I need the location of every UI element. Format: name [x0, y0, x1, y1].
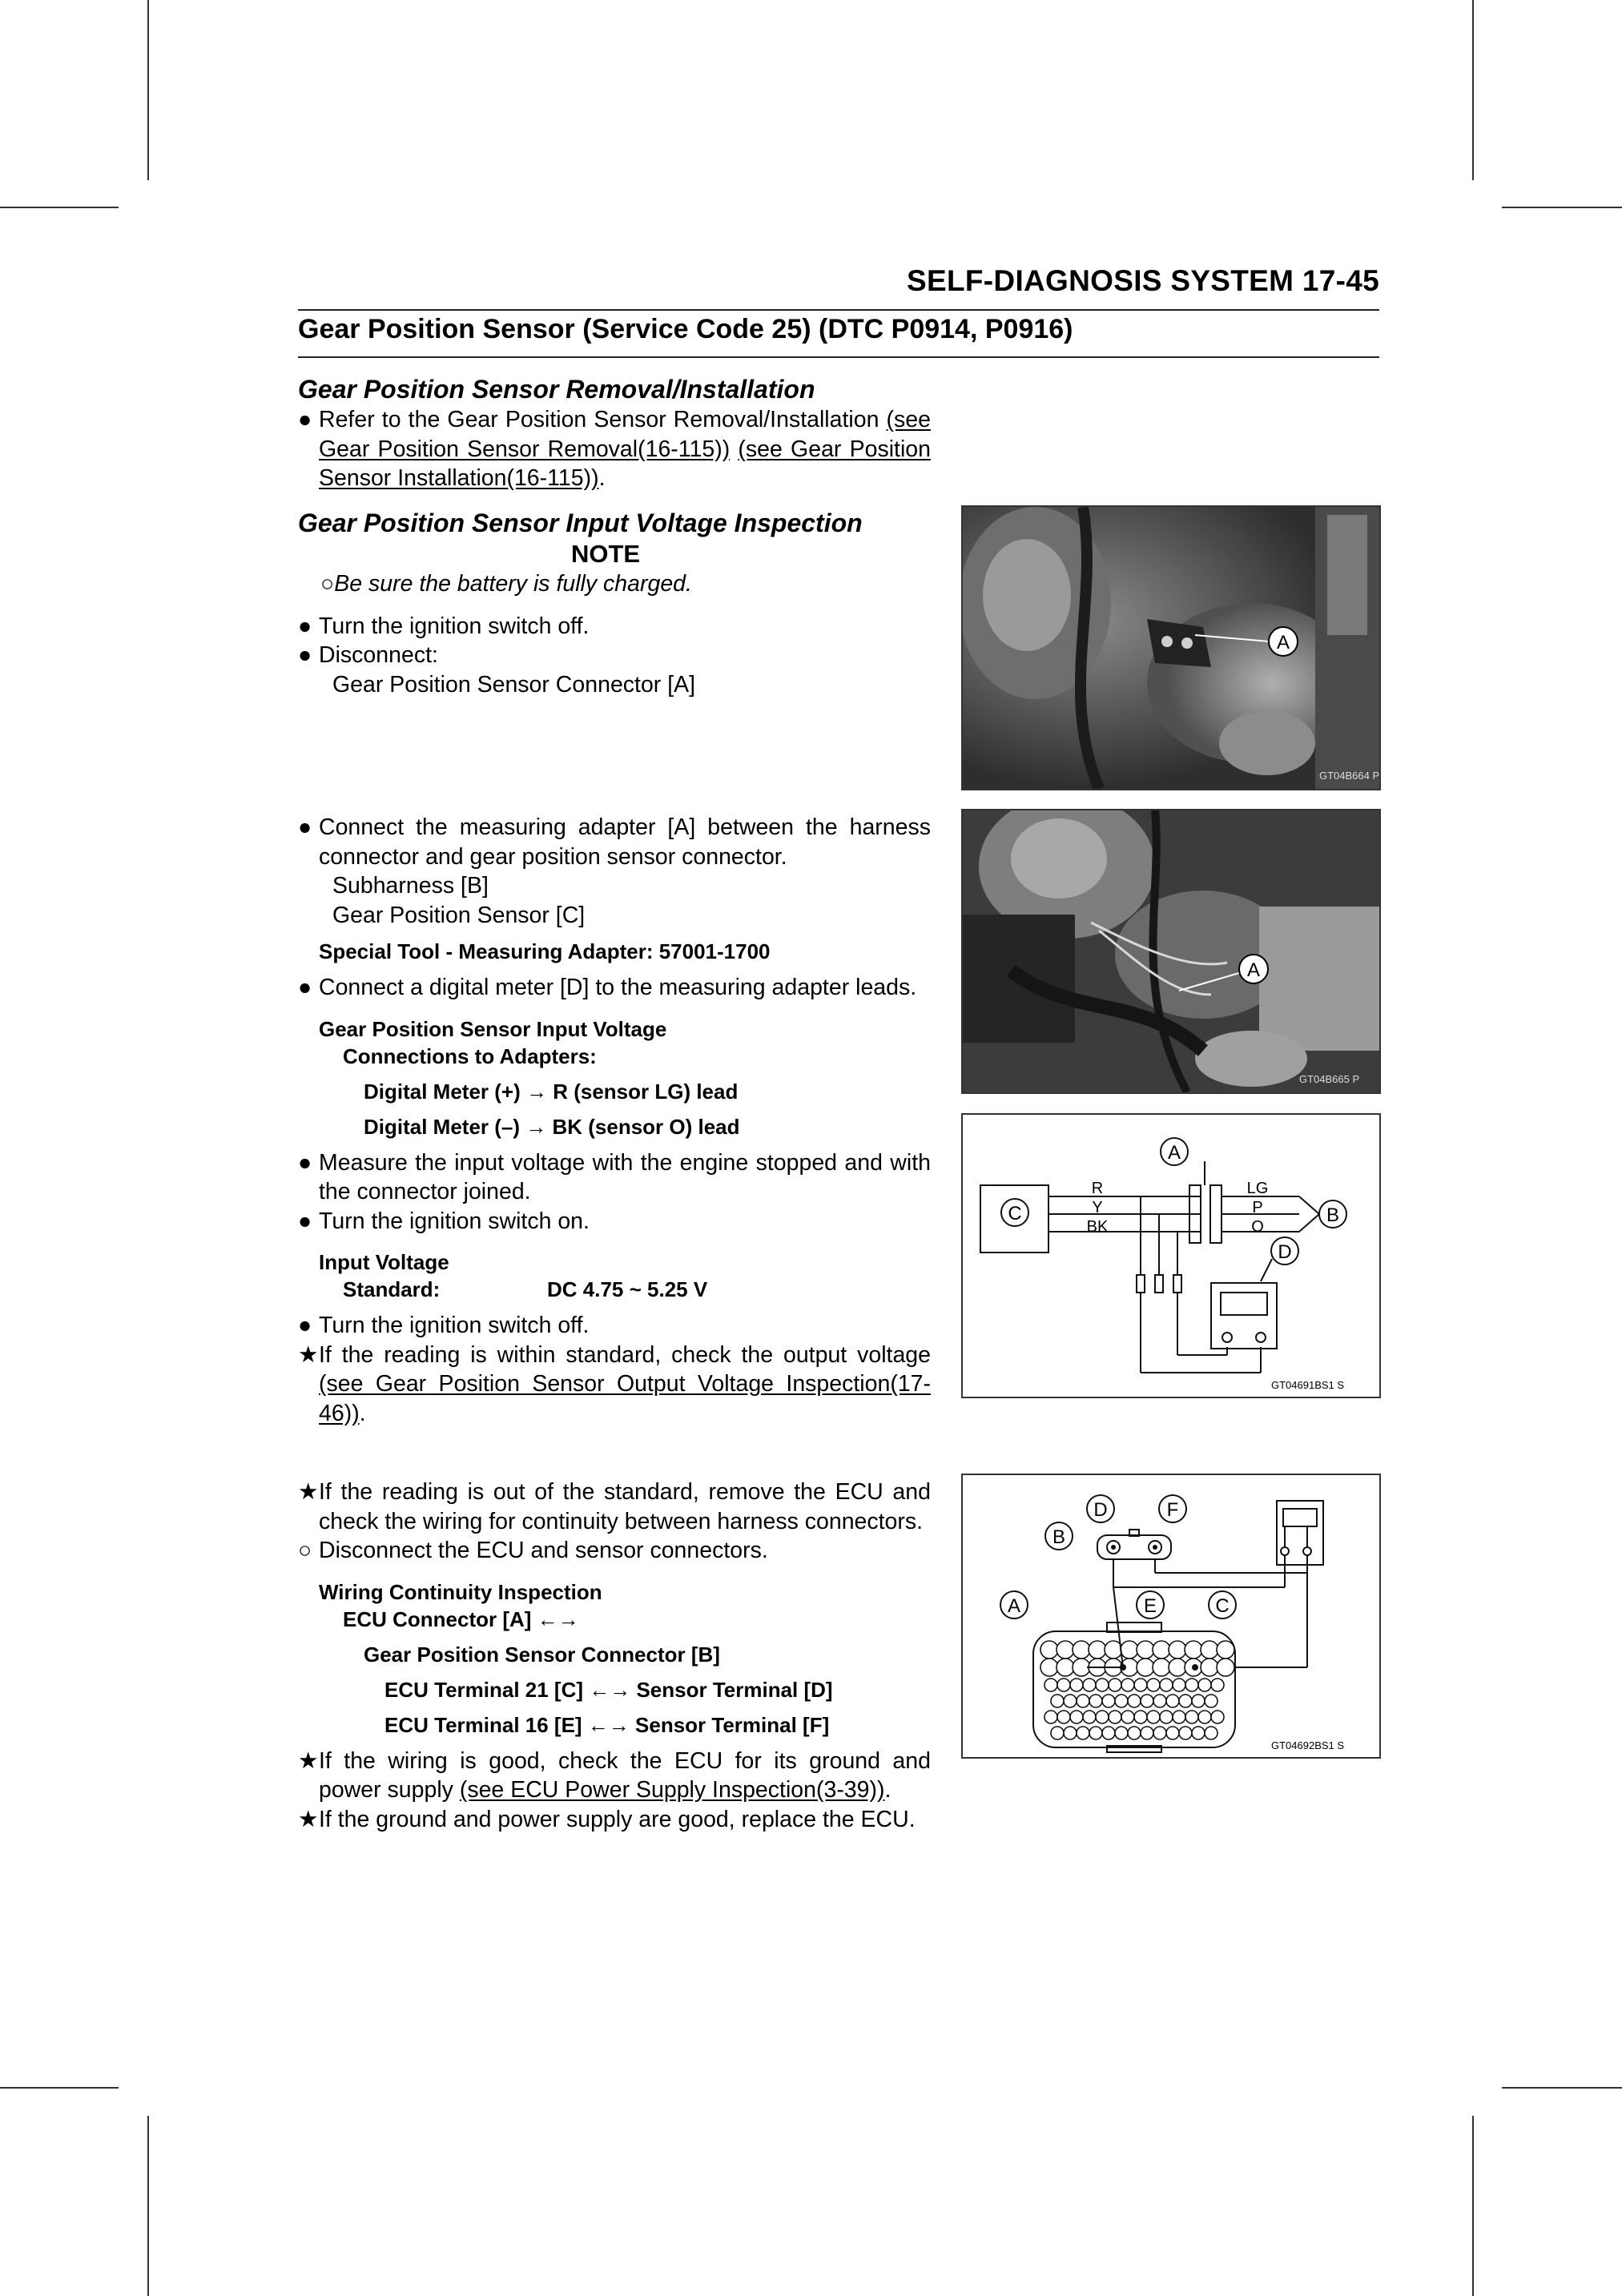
note-title: NOTE — [570, 540, 641, 568]
ecu-pin — [1070, 1711, 1083, 1723]
ecu-pin — [1169, 1641, 1186, 1659]
ecu-pin — [1089, 1695, 1102, 1707]
conn-plus: Digital Meter (+) → R (sensor LG) lead — [364, 1079, 739, 1104]
step-text: If the reading is within standard, check the output voltage — [319, 1341, 931, 1368]
ecu-pin — [1141, 1695, 1153, 1707]
ecu-pin — [1160, 1711, 1173, 1723]
ecu-pin — [1147, 1679, 1160, 1691]
diagram2-label-e: E — [1143, 1595, 1157, 1617]
crop-mark — [0, 207, 119, 208]
diagram1-label-d: D — [1278, 1241, 1292, 1263]
ecu-pin — [1044, 1679, 1057, 1691]
ecu-pin — [1153, 1659, 1170, 1676]
diagram2-label-c: C — [1215, 1595, 1230, 1617]
removal-step — [298, 405, 931, 493]
ecu-connector: ECU Connector [A] ←→ — [343, 1606, 579, 1631]
link-ecu-power-supply[interactable]: (see ECU Power Supply Inspection(3-39)) — [459, 1777, 885, 1803]
step-connect-adapter — [298, 813, 931, 871]
ecu-pin — [1044, 1711, 1057, 1723]
wiring-spec-title: Wiring Continuity Inspection — [319, 1579, 602, 1604]
wire-label-r: R — [1091, 1180, 1104, 1197]
ecu-pin — [1115, 1727, 1128, 1739]
ecu-pin — [1153, 1727, 1166, 1739]
ecu-pin — [1051, 1727, 1064, 1739]
ecu-pin — [1192, 1695, 1205, 1707]
ecu-pin — [1173, 1711, 1185, 1723]
page-header-title: SELF-DIAGNOSIS SYSTEM 17-45 — [907, 264, 1379, 297]
step-text: Connect the measuring adapter [A] between the harness connector and gear position sensor connector. — [319, 814, 931, 870]
step-text: Turn the ignition switch on. — [319, 1208, 590, 1234]
ecu-pin — [1040, 1659, 1058, 1676]
photo1-code: GT04B664 P — [1319, 770, 1379, 782]
ecu-pin — [1109, 1679, 1121, 1691]
step-disconnect — [298, 641, 931, 670]
standard-value: DC 4.75 ~ 5.25 V — [547, 1277, 708, 1301]
ecu-pin — [1121, 1679, 1134, 1691]
diagram2-label-d: D — [1093, 1499, 1108, 1521]
adapter-block — [298, 813, 931, 1428]
ecu-pin — [1089, 1641, 1106, 1659]
standard-row — [298, 1276, 931, 1303]
ecu-pin — [1211, 1711, 1224, 1723]
step-connect-meter — [298, 973, 931, 1003]
ecu-pin — [1217, 1659, 1234, 1676]
star-icon: ★ — [298, 1747, 319, 1774]
bullet-icon: ● — [298, 814, 312, 840]
ecu-pin — [1102, 1727, 1115, 1739]
photo-gear-sensor-connector — [961, 505, 1381, 790]
ecu-pin — [1185, 1711, 1198, 1723]
crop-mark — [1472, 0, 1474, 180]
ecu-pin — [1198, 1711, 1211, 1723]
step-replace-ecu — [298, 1805, 931, 1835]
step-wiring-good — [298, 1747, 931, 1805]
bullet-icon: ● — [298, 975, 312, 1000]
step-measure — [298, 1148, 931, 1207]
ecu-pin — [1166, 1727, 1179, 1739]
ecu-pin — [1057, 1711, 1070, 1723]
note-text — [298, 569, 931, 599]
ecu-pin — [1137, 1659, 1154, 1676]
bullet-icon: ● — [298, 407, 312, 432]
ecu-pin — [1083, 1679, 1096, 1691]
section-title: Gear Position Sensor (Service Code 25) (DTC P0914, P0916) — [298, 314, 1073, 344]
ecu-pin — [1160, 1679, 1173, 1691]
ecu-pin — [1153, 1695, 1166, 1707]
crop-mark — [1502, 207, 1622, 208]
ecu-pin — [1128, 1727, 1141, 1739]
disconnect-item: Gear Position Sensor Connector [A] — [332, 671, 696, 698]
step-text-end: . — [884, 1777, 891, 1803]
ecu-pin — [1217, 1641, 1234, 1659]
ecu-pin — [1064, 1695, 1077, 1707]
input-voltage-label: Input Voltage — [319, 1250, 449, 1274]
ecu-pin — [1179, 1727, 1192, 1739]
ecu-pin — [1205, 1695, 1218, 1707]
link-gps-installation[interactable]: (see Gear Position Sensor Installation(16-115)) — [319, 436, 931, 491]
ecu-pin — [1115, 1695, 1128, 1707]
spec-connections: Connections to Adapters: — [343, 1043, 597, 1068]
crop-mark — [1472, 2116, 1474, 2296]
header-rule — [298, 309, 1379, 311]
bullet-icon: ● — [298, 642, 312, 668]
bullet-icon: ● — [298, 613, 312, 639]
wire-label-lg: LG — [1246, 1180, 1269, 1197]
wire-label-p: P — [1252, 1199, 1263, 1216]
input-voltage-block — [298, 507, 931, 699]
diagram1-label-c: C — [1008, 1203, 1022, 1224]
ecu-pin — [1141, 1727, 1153, 1739]
adapter-sub1: Subharness [B] — [332, 873, 489, 899]
removal-text: Refer to the Gear Position Sensor Removal/Installation — [319, 407, 887, 432]
step-text: Disconnect: — [319, 642, 438, 668]
ecu-pin — [1077, 1695, 1089, 1707]
star-icon: ★ — [298, 1479, 319, 1505]
wire-label-o: O — [1251, 1218, 1264, 1236]
crop-mark — [147, 0, 149, 180]
step-text: If the ground and power supply are good, replace the ECU. — [319, 1806, 916, 1832]
note-body: Be sure the battery is fully charged. — [334, 571, 692, 597]
adapter-sub2: Gear Position Sensor [C] — [332, 902, 586, 928]
diagram1-label-b: B — [1326, 1204, 1340, 1226]
ecu-pin — [1077, 1727, 1089, 1739]
bullet-icon: ● — [298, 1208, 312, 1234]
ecu-pin — [1070, 1679, 1083, 1691]
ecu-pin — [1064, 1727, 1077, 1739]
photo2-code: GT04B665 P — [1299, 1073, 1360, 1085]
ecu-pin — [1057, 1659, 1074, 1676]
crop-mark — [0, 2087, 119, 2089]
ecu-pin — [1201, 1659, 1218, 1676]
ecu-pin — [1134, 1711, 1147, 1723]
step-ignition-off — [298, 612, 931, 641]
ecu-pin — [1040, 1641, 1058, 1659]
ecu-pin — [1211, 1679, 1224, 1691]
step-text-end: . — [359, 1400, 366, 1426]
conn-minus: Digital Meter (–) → BK (sensor O) lead — [364, 1114, 740, 1139]
ecu-pin — [1057, 1679, 1070, 1691]
section-rule — [298, 356, 1379, 358]
diagram1-code: GT04691BS1 S — [1271, 1379, 1345, 1391]
crop-mark — [147, 2116, 149, 2296]
spec-title: Gear Position Sensor Input Voltage — [319, 1016, 667, 1041]
ecu-pin — [1109, 1711, 1121, 1723]
step-disconnect-ecu — [298, 1536, 931, 1566]
removal-text-end: . — [598, 465, 606, 491]
photo2-callout: A — [1246, 959, 1261, 981]
ecu-pin — [1137, 1641, 1154, 1659]
diagram-wiring-continuity — [961, 1474, 1381, 1759]
ecu-pin — [1201, 1641, 1218, 1659]
ecu-pin — [1057, 1641, 1074, 1659]
step-text: Connect a digital meter [D] to the measuring adapter leads. — [319, 975, 917, 1000]
circle-icon: ○ — [320, 571, 335, 597]
step-text: Turn the ignition switch off. — [319, 1313, 590, 1338]
ecu-pin — [1173, 1679, 1185, 1691]
circle-icon: ○ — [298, 1538, 312, 1563]
ecu-pin — [1185, 1679, 1198, 1691]
ecu-pin — [1185, 1641, 1202, 1659]
step-text: Disconnect the ECU and sensor connectors. — [319, 1538, 768, 1563]
wire-label-bk: BK — [1086, 1218, 1109, 1236]
diagram2-label-a: A — [1007, 1595, 1021, 1617]
input-voltage-heading: Gear Position Sensor Input Voltage Inspection — [298, 509, 863, 537]
ecu-pin — [1134, 1679, 1147, 1691]
ecu-pin — [1102, 1695, 1115, 1707]
ecu-pin — [1096, 1711, 1109, 1723]
special-tool: Special Tool - Measuring Adapter: 57001-1700 — [319, 939, 771, 963]
ecu-pin — [1153, 1641, 1170, 1659]
ecu-pin — [1166, 1695, 1179, 1707]
crop-mark — [1502, 2087, 1622, 2089]
diagram2-code: GT04692BS1 S — [1271, 1739, 1345, 1751]
ecu-pin — [1192, 1727, 1205, 1739]
ecu-pin — [1073, 1641, 1090, 1659]
link-gps-removal[interactable]: (see Gear Position Sensor Removal(16-115)) — [319, 407, 931, 462]
standard-label: Standard: — [343, 1277, 441, 1301]
link-output-voltage[interactable]: (see Gear Position Sensor Output Voltage Inspection(17-46)) — [319, 1371, 931, 1426]
sensor-connector: Gear Position Sensor Connector [B] — [364, 1642, 720, 1667]
bullet-icon: ● — [298, 1313, 312, 1338]
wire-label-y: Y — [1092, 1199, 1103, 1216]
ecu-pin — [1121, 1641, 1138, 1659]
step-out-of-standard — [298, 1478, 931, 1536]
removal-heading: Gear Position Sensor Removal/Installation — [298, 375, 815, 404]
step-within-standard — [298, 1341, 931, 1429]
step-ignition-on — [298, 1207, 931, 1236]
ecu-pin — [1083, 1711, 1096, 1723]
diagram2-label-b: B — [1052, 1526, 1066, 1548]
photo1-callout: A — [1276, 632, 1290, 653]
ecu-term21: ECU Terminal 21 [C] ←→ Sensor Terminal [D] — [384, 1677, 833, 1702]
star-icon: ★ — [298, 1341, 319, 1368]
bullet-icon: ● — [298, 1149, 312, 1176]
ecu-pin — [1089, 1727, 1102, 1739]
diagram2-label-f: F — [1166, 1499, 1179, 1521]
step-text: Turn the ignition switch off. — [319, 613, 590, 639]
ecu-pin — [1121, 1711, 1134, 1723]
step-text: If the wiring is good, check the ECU for its ground and power supply — [319, 1747, 931, 1803]
ecu-pin — [1147, 1711, 1160, 1723]
wiring-block — [298, 1478, 931, 1834]
step-text: Measure the input voltage with the engine stopped and with the connector joined. — [319, 1149, 931, 1204]
ecu-pin — [1205, 1727, 1218, 1739]
removal-block — [298, 373, 931, 493]
ecu-pin — [1198, 1679, 1211, 1691]
diagram-input-voltage — [961, 1113, 1381, 1398]
star-icon: ★ — [298, 1806, 319, 1832]
ecu-pin — [1169, 1659, 1186, 1676]
step-ignition-off-2 — [298, 1311, 931, 1341]
step-text: If the reading is out of the standard, remove the ECU and check the wiring for continuity between harness connectors. — [319, 1479, 931, 1534]
ecu-pin — [1179, 1695, 1192, 1707]
ecu-pin — [1051, 1695, 1064, 1707]
ecu-pin — [1128, 1695, 1141, 1707]
photo-measuring-adapter — [961, 809, 1381, 1094]
ecu-pin — [1096, 1679, 1109, 1691]
diagram1-label-a: A — [1167, 1142, 1181, 1164]
ecu-term16: ECU Terminal 16 [E] ←→ Sensor Terminal [F] — [384, 1712, 830, 1737]
